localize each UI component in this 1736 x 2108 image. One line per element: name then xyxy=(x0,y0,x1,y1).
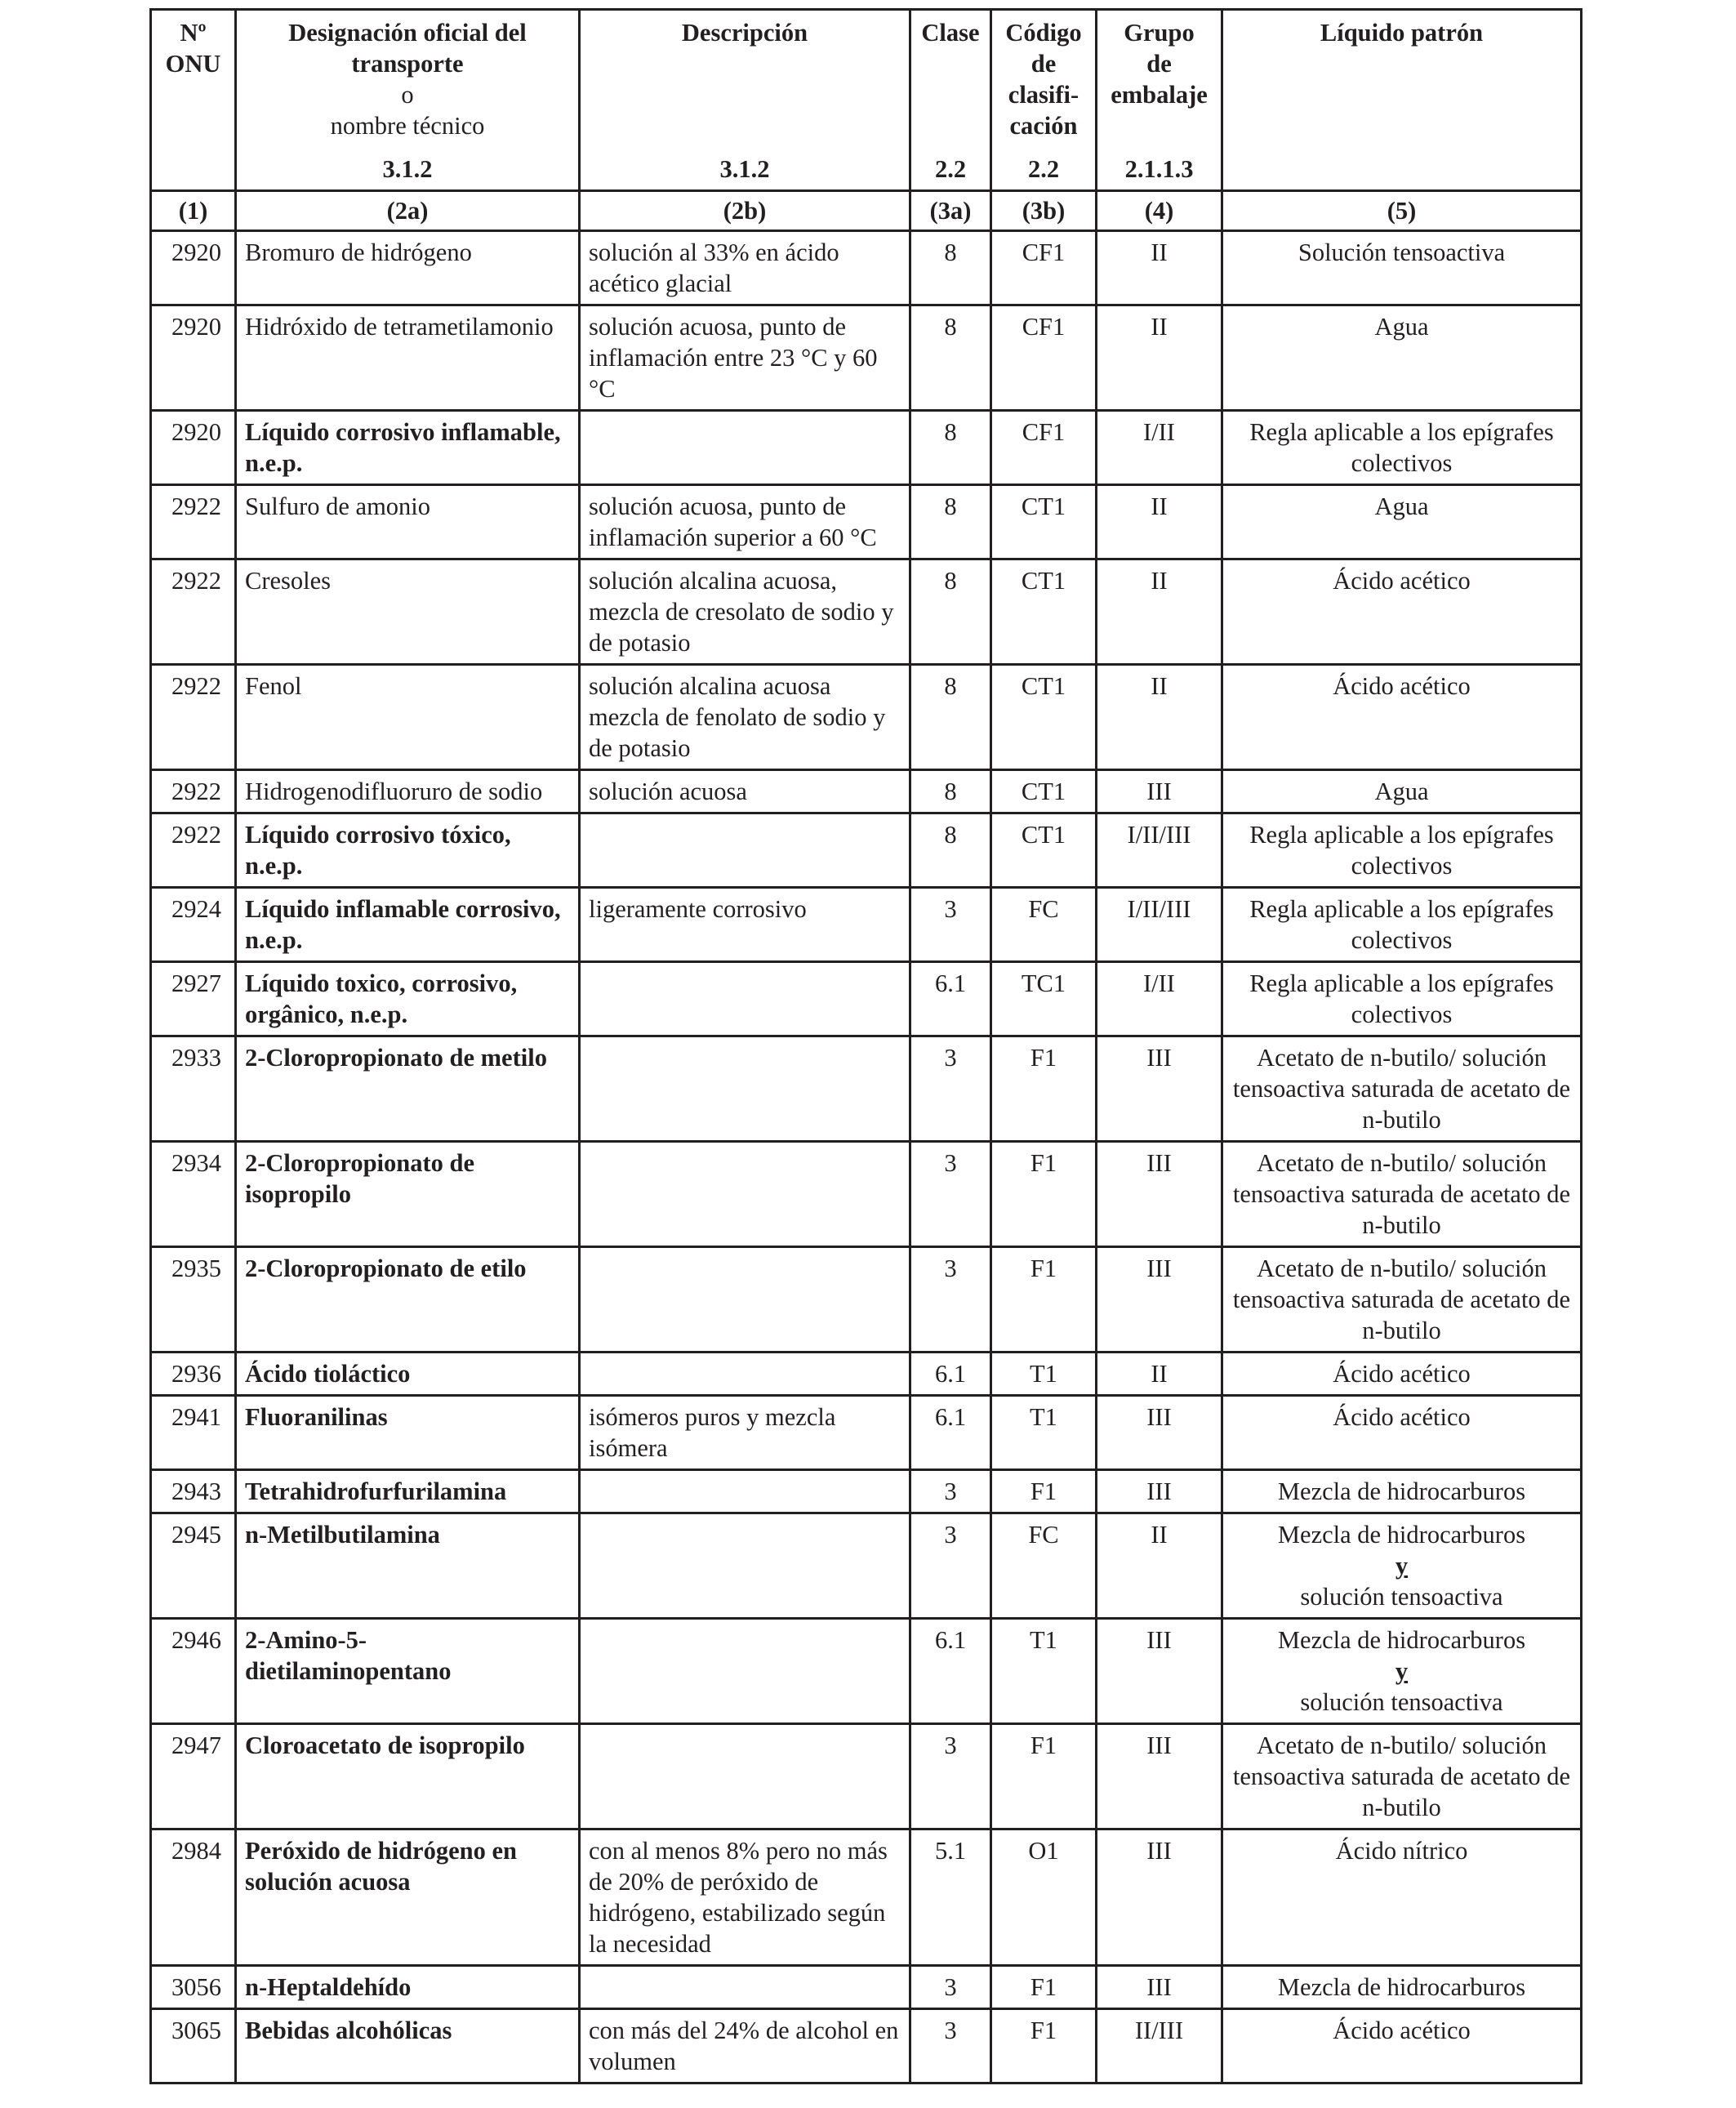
standard-liquid-line: Regla aplicable a los epígrafes colectivos xyxy=(1249,969,1554,1028)
description xyxy=(580,1470,910,1513)
packing-group: II xyxy=(1097,1353,1222,1396)
header-label-line: Clase xyxy=(921,19,980,47)
conjunction: y xyxy=(1395,1657,1409,1685)
class: 3 xyxy=(910,1470,991,1513)
table-row xyxy=(151,1396,1582,1470)
classification-code: T1 xyxy=(991,1619,1097,1724)
description xyxy=(580,1142,910,1247)
table-row xyxy=(151,1353,1582,1396)
standard-liquid xyxy=(1222,2009,1582,2083)
packing-group: II xyxy=(1097,1513,1222,1619)
designation-name: Sulfuro de amonio xyxy=(236,485,580,559)
designation-name: Líquido inflamable corrosivo, n.e.p. xyxy=(236,888,580,962)
designation-name: Ácido tioláctico xyxy=(236,1353,580,1396)
onu-number: 2922 xyxy=(151,559,236,665)
column-number-row xyxy=(151,191,1582,231)
designation-name: Tetrahidrofurfurilamina xyxy=(236,1470,580,1513)
header-label xyxy=(1000,17,1087,141)
onu-number: 2927 xyxy=(151,962,236,1036)
table-row xyxy=(151,559,1582,665)
class: 3 xyxy=(910,1142,991,1247)
standard-liquid-line: Ácido acético xyxy=(1333,2017,1471,2044)
standard-liquid-line: Ácido acético xyxy=(1333,672,1471,700)
designation-name: 2-Cloropropionato de isopropilo xyxy=(236,1142,580,1247)
designation-name: Bromuro de hidrógeno xyxy=(236,231,580,305)
standard-liquid xyxy=(1222,1470,1582,1513)
class: 3 xyxy=(910,2009,991,2083)
header-label-line: nombre técnico xyxy=(330,112,485,140)
description: solución alcalina acuosa mezcla de fenolato de sodio y de potasio xyxy=(580,665,910,770)
packing-group: II xyxy=(1097,305,1222,411)
class: 3 xyxy=(910,1513,991,1619)
header-label-line: Líquido patrón xyxy=(1320,19,1484,47)
standard-liquid-line: Agua xyxy=(1374,492,1429,520)
description: solución acuosa xyxy=(580,770,910,813)
standard-liquid-line: Mezcla de hidrocarburos xyxy=(1277,1477,1526,1505)
onu-number: 2934 xyxy=(151,1142,236,1247)
standard-liquid xyxy=(1222,962,1582,1036)
classification-code: O1 xyxy=(991,1829,1097,1966)
table-row xyxy=(151,888,1582,962)
designation-name: Fluoranilinas xyxy=(236,1396,580,1470)
classification-code: F1 xyxy=(991,1966,1097,2009)
standard-liquid xyxy=(1222,888,1582,962)
description xyxy=(580,1966,910,2009)
description: con al menos 8% pero no más de 20% de peróxido de hidrógeno, estabilizado según la necesidad xyxy=(580,1829,910,1966)
class: 6.1 xyxy=(910,1396,991,1470)
class: 6.1 xyxy=(910,1353,991,1396)
description xyxy=(580,1724,910,1829)
onu-number: 2941 xyxy=(151,1396,236,1470)
standard-liquid xyxy=(1222,770,1582,813)
conjunction: y xyxy=(1395,1552,1409,1580)
packing-group: III xyxy=(1097,1470,1222,1513)
classification-code: F1 xyxy=(991,1247,1097,1353)
classification-code: CT1 xyxy=(991,665,1097,770)
standard-liquid xyxy=(1222,485,1582,559)
description xyxy=(580,1513,910,1619)
description xyxy=(580,1036,910,1142)
header-designacion xyxy=(236,10,580,191)
packing-group: II xyxy=(1097,231,1222,305)
column-number: (3a) xyxy=(910,191,991,231)
class: 8 xyxy=(910,485,991,559)
standard-liquid xyxy=(1222,1966,1582,2009)
header-reference: 2.2 xyxy=(934,155,967,183)
classification-code: TC1 xyxy=(991,962,1097,1036)
class: 8 xyxy=(910,813,991,888)
classification-code: CF1 xyxy=(991,305,1097,411)
standard-liquid-line: Regla aplicable a los epígrafes colectivos xyxy=(1249,821,1554,880)
header-reference: 3.1.2 xyxy=(719,155,770,183)
standard-liquid-line: Mezcla de hidrocarburos xyxy=(1277,1973,1526,2001)
standard-liquid xyxy=(1222,305,1582,411)
standard-liquid-line: Solución tensoactiva xyxy=(1298,238,1506,266)
classification-code: CT1 xyxy=(991,485,1097,559)
onu-number: 2946 xyxy=(151,1619,236,1724)
column-number: (5) xyxy=(1222,191,1582,231)
classification-code: F1 xyxy=(991,1036,1097,1142)
header-label-line: o xyxy=(401,81,414,109)
class: 8 xyxy=(910,770,991,813)
designation-name: Fenol xyxy=(236,665,580,770)
classification-code: CT1 xyxy=(991,813,1097,888)
class: 5.1 xyxy=(910,1829,991,1966)
header-label-line: Nº xyxy=(180,19,207,47)
table-row xyxy=(151,1036,1582,1142)
standard-liquid-line: Agua xyxy=(1374,313,1429,341)
table-row xyxy=(151,485,1582,559)
standard-liquid xyxy=(1222,1247,1582,1353)
designation-name: Cresoles xyxy=(236,559,580,665)
standard-liquid xyxy=(1222,1513,1582,1619)
packing-group: III xyxy=(1097,1829,1222,1966)
header-label xyxy=(589,17,901,48)
table-body xyxy=(151,231,1582,2083)
standard-liquid-line: Ácido acético xyxy=(1333,1403,1471,1431)
standard-liquid xyxy=(1222,1396,1582,1470)
classification-code: F1 xyxy=(991,1724,1097,1829)
onu-number: 2924 xyxy=(151,888,236,962)
header-label-line: de xyxy=(1146,50,1172,78)
header-reference: 2.1.1.3 xyxy=(1124,155,1194,183)
classification-code: CT1 xyxy=(991,559,1097,665)
packing-group: III xyxy=(1097,1619,1222,1724)
description xyxy=(580,1247,910,1353)
onu-number: 3056 xyxy=(151,1966,236,2009)
header-reference: 2.2 xyxy=(1027,155,1060,183)
classification-code: CF1 xyxy=(991,411,1097,485)
table-row xyxy=(151,231,1582,305)
designation-name: n-Heptaldehído xyxy=(236,1966,580,2009)
classification-code: F1 xyxy=(991,1470,1097,1513)
class: 8 xyxy=(910,305,991,411)
standard-liquid-line: Agua xyxy=(1374,778,1429,805)
description: solución al 33% en ácido acético glacial xyxy=(580,231,910,305)
header-grupo xyxy=(1097,10,1222,191)
standard-liquid xyxy=(1222,1036,1582,1142)
standard-liquid-line: Acetato de n-butilo/ solución tensoactiva saturada de acetato de n-butilo xyxy=(1232,1255,1571,1344)
substances-table xyxy=(149,8,1582,2084)
class: 8 xyxy=(910,559,991,665)
packing-group: III xyxy=(1097,1724,1222,1829)
header-label-line: Código xyxy=(1005,19,1082,47)
table-row xyxy=(151,665,1582,770)
onu-number: 2936 xyxy=(151,1353,236,1396)
description xyxy=(580,1353,910,1396)
standard-liquid-line: Ácido nítrico xyxy=(1335,1837,1468,1865)
standard-liquid-line: Mezcla de hidrocarburos xyxy=(1277,1626,1526,1654)
description xyxy=(580,411,910,485)
standard-liquid xyxy=(1222,231,1582,305)
standard-liquid-line: solución tensoactiva xyxy=(1300,1583,1503,1611)
onu-number: 2933 xyxy=(151,1036,236,1142)
description: solución acuosa, punto de inflamación entre 23 °C y 60 °C xyxy=(580,305,910,411)
description xyxy=(580,962,910,1036)
packing-group: III xyxy=(1097,1036,1222,1142)
header-label-line: embalaje xyxy=(1111,81,1208,109)
packing-group: III xyxy=(1097,1966,1222,2009)
designation-name: 2-Amino-5-dietilaminopentano xyxy=(236,1619,580,1724)
designation-name: Hidróxido de tetrametilamonio xyxy=(236,305,580,411)
header-row xyxy=(151,10,1582,191)
header-label xyxy=(160,17,226,79)
packing-group: II/III xyxy=(1097,2009,1222,2083)
classification-code: CT1 xyxy=(991,770,1097,813)
header-label-line: ONU xyxy=(165,50,221,78)
header-label-line: transporte xyxy=(351,50,464,78)
onu-number: 2922 xyxy=(151,770,236,813)
description: solución acuosa, punto de inflamación superior a 60 °C xyxy=(580,485,910,559)
standard-liquid xyxy=(1222,813,1582,888)
designation-name: Líquido toxico, corrosivo, orgânico, n.e.p. xyxy=(236,962,580,1036)
class: 8 xyxy=(910,411,991,485)
class: 3 xyxy=(910,1036,991,1142)
standard-liquid-line: Acetato de n-butilo/ solución tensoactiva saturada de acetato de n-butilo xyxy=(1232,1731,1571,1821)
packing-group: III xyxy=(1097,770,1222,813)
description xyxy=(580,813,910,888)
packing-group: II xyxy=(1097,559,1222,665)
standard-liquid xyxy=(1222,1829,1582,1966)
class: 8 xyxy=(910,665,991,770)
classification-code: FC xyxy=(991,1513,1097,1619)
standard-liquid-line: Acetato de n-butilo/ solución tensoactiva saturada de acetato de n-butilo xyxy=(1232,1149,1571,1239)
table-row xyxy=(151,1247,1582,1353)
class: 8 xyxy=(910,231,991,305)
packing-group: III xyxy=(1097,1142,1222,1247)
packing-group: III xyxy=(1097,1396,1222,1470)
standard-liquid xyxy=(1222,665,1582,770)
table-row xyxy=(151,813,1582,888)
table-row xyxy=(151,770,1582,813)
standard-liquid xyxy=(1222,1619,1582,1724)
header-label xyxy=(919,17,982,48)
classification-code: T1 xyxy=(991,1396,1097,1470)
standard-liquid xyxy=(1222,1142,1582,1247)
classification-code: F1 xyxy=(991,2009,1097,2083)
classification-code: T1 xyxy=(991,1353,1097,1396)
standard-liquid-line: Mezcla de hidrocarburos xyxy=(1277,1521,1526,1549)
standard-liquid-line: Regla aplicable a los epígrafes colectivos xyxy=(1249,895,1554,954)
description: isómeros puros y mezcla isómera xyxy=(580,1396,910,1470)
packing-group: II xyxy=(1097,665,1222,770)
designation-name: n-Metilbutilamina xyxy=(236,1513,580,1619)
header-label xyxy=(1106,17,1213,110)
table-row xyxy=(151,1619,1582,1724)
onu-number: 2920 xyxy=(151,411,236,485)
standard-liquid xyxy=(1222,559,1582,665)
onu-number: 2922 xyxy=(151,665,236,770)
description: solución alcalina acuosa, mezcla de cresolato de sodio y de potasio xyxy=(580,559,910,665)
table-row xyxy=(151,1470,1582,1513)
classification-code: CF1 xyxy=(991,231,1097,305)
class: 3 xyxy=(910,888,991,962)
description: con más del 24% de alcohol en volumen xyxy=(580,2009,910,2083)
onu-number: 2984 xyxy=(151,1829,236,1966)
table-row xyxy=(151,1829,1582,1966)
designation-name: Bebidas alcohólicas xyxy=(236,2009,580,2083)
designation-name: Líquido corrosivo tóxico, n.e.p. xyxy=(236,813,580,888)
table-row xyxy=(151,2009,1582,2083)
onu-number: 2920 xyxy=(151,231,236,305)
standard-liquid-line: Regla aplicable a los epígrafes colectivos xyxy=(1249,418,1554,477)
header-onu xyxy=(151,10,236,191)
onu-number: 2922 xyxy=(151,813,236,888)
onu-number: 2920 xyxy=(151,305,236,411)
table-row xyxy=(151,1724,1582,1829)
packing-group: I/II/III xyxy=(1097,813,1222,888)
table-row xyxy=(151,962,1582,1036)
header-clase xyxy=(910,10,991,191)
class: 6.1 xyxy=(910,962,991,1036)
designation-name: Peróxido de hidrógeno en solución acuosa xyxy=(236,1829,580,1966)
class: 3 xyxy=(910,1966,991,2009)
packing-group: II xyxy=(1097,485,1222,559)
standard-liquid-line: Ácido acético xyxy=(1333,567,1471,595)
standard-liquid xyxy=(1222,1353,1582,1396)
header-label xyxy=(245,17,570,141)
header-label-line: clasifi- xyxy=(1008,81,1079,109)
onu-number: 2947 xyxy=(151,1724,236,1829)
onu-number: 3065 xyxy=(151,2009,236,2083)
table-row xyxy=(151,1142,1582,1247)
designation-name: Hidrogenodifluoruro de sodio xyxy=(236,770,580,813)
header-liquido xyxy=(1222,10,1582,191)
table-row xyxy=(151,1966,1582,2009)
column-number: (2a) xyxy=(236,191,580,231)
table-row xyxy=(151,305,1582,411)
column-number: (4) xyxy=(1097,191,1222,231)
packing-group: I/II xyxy=(1097,962,1222,1036)
packing-group: I/II/III xyxy=(1097,888,1222,962)
header-label-line: Grupo xyxy=(1124,19,1195,47)
header-label-line: Descripción xyxy=(681,19,808,47)
header-label-line: cación xyxy=(1009,112,1078,140)
class: 3 xyxy=(910,1724,991,1829)
header-codigo xyxy=(991,10,1097,191)
classification-code: FC xyxy=(991,888,1097,962)
packing-group: III xyxy=(1097,1247,1222,1353)
standard-liquid xyxy=(1222,1724,1582,1829)
designation-name: Líquido corrosivo inflamable, n.e.p. xyxy=(236,411,580,485)
onu-number: 2945 xyxy=(151,1513,236,1619)
column-number: (2b) xyxy=(580,191,910,231)
column-number: (3b) xyxy=(991,191,1097,231)
onu-number: 2943 xyxy=(151,1470,236,1513)
header-reference: 3.1.2 xyxy=(382,155,433,183)
onu-number: 2935 xyxy=(151,1247,236,1353)
description: ligeramente corrosivo xyxy=(580,888,910,962)
description xyxy=(580,1619,910,1724)
table-row xyxy=(151,1513,1582,1619)
class: 3 xyxy=(910,1247,991,1353)
header-descripcion xyxy=(580,10,910,191)
designation-name: 2-Cloropropionato de metilo xyxy=(236,1036,580,1142)
header-label xyxy=(1231,17,1572,48)
header-label-line: de xyxy=(1030,50,1057,78)
column-number: (1) xyxy=(151,191,236,231)
header-label-line: Designación oficial del xyxy=(288,19,527,47)
standard-liquid-line: Ácido acético xyxy=(1333,1360,1471,1388)
standard-liquid-line: Acetato de n-butilo/ solución tensoactiva saturada de acetato de n-butilo xyxy=(1232,1044,1571,1134)
standard-liquid-line: solución tensoactiva xyxy=(1300,1688,1503,1716)
class: 6.1 xyxy=(910,1619,991,1724)
designation-name: Cloroacetato de isopropilo xyxy=(236,1724,580,1829)
standard-liquid xyxy=(1222,411,1582,485)
classification-code: F1 xyxy=(991,1142,1097,1247)
table-row xyxy=(151,411,1582,485)
packing-group: I/II xyxy=(1097,411,1222,485)
designation-name: 2-Cloropropionato de etilo xyxy=(236,1247,580,1353)
onu-number: 2922 xyxy=(151,485,236,559)
